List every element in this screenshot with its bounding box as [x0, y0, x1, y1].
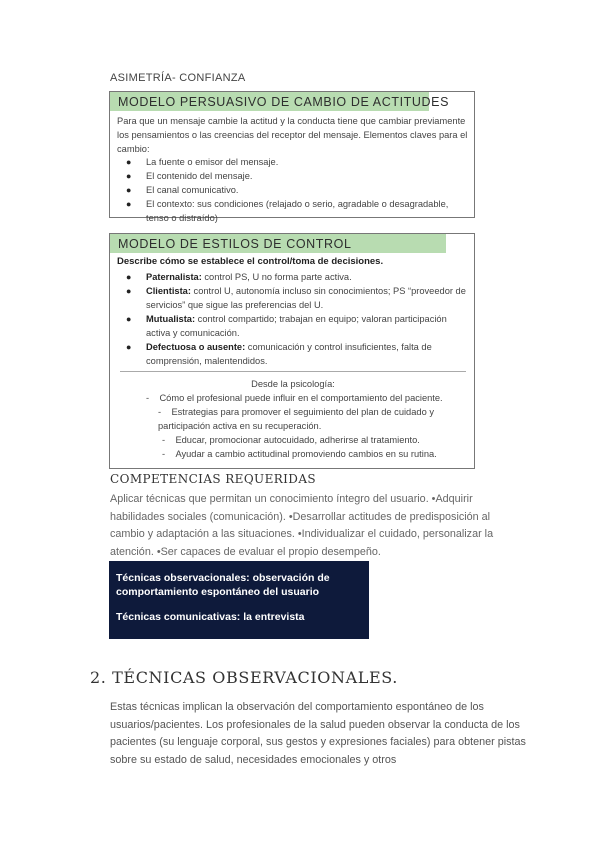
top-label: ASIMETRÍA- CONFIANZA [110, 72, 246, 84]
bullet-icon: ● [126, 199, 132, 209]
divider [120, 371, 466, 372]
list-item: ● Clientista: control U, autonomía incluso sin conocimientos; PS “proveedor de servicios” que sigue las preferencias del U. [126, 286, 466, 310]
list-item: - Educar, promocionar autocuidado, adherirse al tratamiento. [162, 435, 420, 445]
list-item: ● Paternalista: control PS, U no forma parte activa. [126, 272, 352, 282]
list-item: - Cómo el profesional puede influir en el comportamiento del paciente. [146, 393, 443, 403]
bullet-icon: ● [126, 272, 132, 282]
bullet-icon: ● [126, 286, 132, 296]
observational-paragraph: Estas técnicas implican la observación del comportamiento espontáneo de los usuarios/pacientes. Los profesionales de la salud pueden observar la conducta de los pacientes (su lenguaje corporal, sus gestos y expresiones faciales) para obtener pistas sobre su estado de salud, necesidades emocionales y otros [110, 701, 526, 766]
persuasive-model-title: MODELO PERSUASIVO DE CAMBIO DE ACTITUDES [110, 92, 429, 111]
bullet-icon: ● [126, 314, 132, 324]
persuasive-model-box [109, 91, 475, 223]
bullet-icon: ● [126, 342, 132, 352]
list-item: - Estrategias para promover el seguimiento del plan de cuidado y participación activa en su recuperación. [158, 407, 434, 431]
list-item: ● La fuente o emisor del mensaje. [126, 157, 279, 167]
list-item: ● Mutualista: control compartido; trabajan en equipo; valoran participación activa y comunicación. [126, 314, 447, 338]
control-styles-heading: Describe cómo se establece el control/toma de decisiones. [117, 256, 384, 267]
bullet-icon: ● [126, 157, 132, 167]
section-heading: COMPETENCIAS REQUERIDAS [110, 472, 317, 486]
list-item: ● Defectuosa o ausente: comunicación y control insuficientes, falta de comprensión, malentendidos. [126, 342, 432, 366]
banner-line-observational: Técnicas observacionales: observación de comportamiento espontáneo del usuario [116, 572, 330, 598]
page-heading: 2. TÉCNICAS OBSERVACIONALES. [90, 668, 398, 687]
list-item: ● El contexto: sus condiciones (relajado o serio, agradable o desagradable, tenso o distraído) [126, 199, 449, 223]
control-styles-box [109, 233, 475, 469]
list-item: ● El canal comunicativo. [126, 185, 239, 195]
banner-line-communicative: Técnicas comunicativas: la entrevista [116, 611, 305, 623]
techniques-banner [109, 561, 369, 639]
persuasive-model-intro: Para que un mensaje cambie la actitud y la conducta tiene que cambiar previamente los pensamientos o las creencias del receptor del mensaje. Elementos claves para el cambio: [117, 116, 468, 154]
bullet-icon: ● [126, 185, 132, 195]
competencies-paragraph: Aplicar técnicas que permitan un conocimiento íntegro del usuario. •Adquirir habilidades sociales (comunicación). •Desarrollar actitudes de predisposición al cambio y adaptación a las situaciones. •Individualizar el cuidado, personalizar la atención. •Ser capaces de evaluar el propio desempeño. [110, 493, 494, 558]
control-styles-title: MODELO DE ESTILOS DE CONTROL [110, 234, 446, 253]
psychology-title: Desde la psicología: [251, 379, 335, 389]
bullet-icon: ● [126, 171, 132, 181]
list-item: - Ayudar a cambio actitudinal promoviendo cambios en su rutina. [162, 449, 437, 459]
list-item: ● El contenido del mensaje. [126, 171, 253, 181]
